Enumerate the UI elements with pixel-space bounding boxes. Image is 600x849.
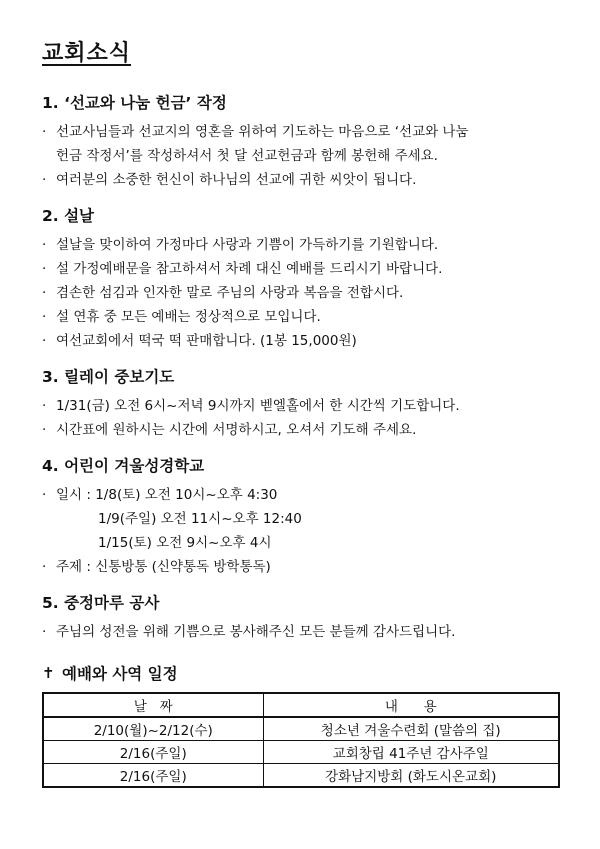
section-heading: 3. 릴레이 중보기도 — [42, 368, 175, 386]
cell-date: 2/16(주일) — [43, 764, 263, 788]
news-page — [42, 36, 562, 788]
cell-date: 2/16(주일) — [43, 741, 263, 764]
column-header-date: 날 짜 — [43, 693, 263, 717]
page-title: 교회소식 — [42, 41, 132, 66]
schedule-row: 1/15(토) 오전 9시~오후 4시 — [98, 535, 272, 551]
bullet: · — [42, 559, 47, 575]
list-item: · 여선교회에서 떡국 떡 판매합니다. (1봉 15,000원) — [42, 329, 562, 353]
cross-icon: ✝ — [42, 664, 55, 682]
list-item: · 여러분의 소중한 헌신이 하나님의 선교에 귀한 씨앗이 됩니다. — [42, 168, 562, 192]
section-new-year — [42, 204, 562, 353]
bullet: · — [42, 333, 47, 349]
bullet: · — [42, 624, 47, 640]
bullet: · — [42, 309, 47, 325]
bullet: · — [42, 124, 47, 140]
list-item: · 1/31(금) 오전 6시~저녁 9시까지 벧엘홀에서 한 시간씩 기도합니다. — [42, 394, 562, 418]
bullet: · — [42, 172, 47, 188]
list-item: · 겸손한 섬김과 인자한 말로 주님의 사랑과 복음을 전합시다. — [42, 281, 562, 305]
list-item: · 설 연휴 중 모든 예배는 정상적으로 모입니다. — [42, 305, 562, 329]
bullet: · — [42, 285, 47, 301]
table-row — [43, 717, 559, 741]
table-row — [43, 764, 559, 788]
bullet: · — [42, 422, 47, 438]
list-item: · 선교사님들과 선교지의 영혼을 위하여 기도하는 마음으로 ‘선교와 나눔 — [42, 120, 562, 144]
list-item: · 설날을 맞이하여 가정마다 사랑과 기쁨이 가득하기를 기원합니다. — [42, 233, 562, 257]
bullet: · — [42, 398, 47, 414]
list-item: · 주님의 성전을 위해 기쁨으로 봉사해주신 모든 분들께 감사드립니다. — [42, 620, 562, 644]
cell-content: 강화남지방회 (화도시온교회) — [263, 764, 559, 788]
section-heading: 5. 중정마루 공사 — [42, 594, 160, 612]
cell-content: 교회창립 41주년 감사주일 — [263, 741, 559, 764]
cell-content: 청소년 겨울수련회 (말씀의 집) — [263, 717, 559, 741]
list-item-continued: 헌금 작정서’를 작성하셔서 첫 달 선교헌금과 함께 봉헌해 주세요. — [56, 148, 438, 164]
bullet: · — [42, 261, 47, 277]
bullet: · — [42, 237, 47, 253]
list-item: · 설 가정예배문을 참고하셔서 차례 대신 예배를 드리시기 바랍니다. — [42, 257, 562, 281]
section-heading: 4. 어린이 겨울성경학교 — [42, 457, 205, 475]
schedule-row: 1/9(주일) 오전 11시~오후 12:40 — [98, 511, 302, 527]
cell-date: 2/10(월)~2/12(수) — [43, 717, 263, 741]
table-row — [43, 741, 559, 764]
worship-schedule-table — [42, 692, 560, 788]
theme-item: · 주제 : 신통방통 (신약통독 방학통독) — [42, 555, 562, 579]
section-mission-offering — [42, 91, 562, 192]
bullet: · — [42, 487, 47, 503]
section-kids-bible-school — [42, 454, 562, 579]
section-heading: 1. ‘선교와 나눔 헌금’ 작정 — [42, 94, 227, 112]
table-header-row — [43, 693, 559, 717]
schedule-item: · 일시 : 1/8(토) 오전 10시~오후 4:30 — [42, 483, 562, 507]
section-courtyard-construction — [42, 591, 562, 644]
section-heading: 2. 설날 — [42, 207, 95, 225]
list-item: · 시간표에 원하시는 시간에 서명하시고, 오셔서 기도해 주세요. — [42, 418, 562, 442]
column-header-content: 내 용 — [263, 693, 559, 717]
worship-schedule-heading: ✝ 예배와 사역 일정 — [42, 664, 178, 683]
section-relay-prayer — [42, 365, 562, 442]
